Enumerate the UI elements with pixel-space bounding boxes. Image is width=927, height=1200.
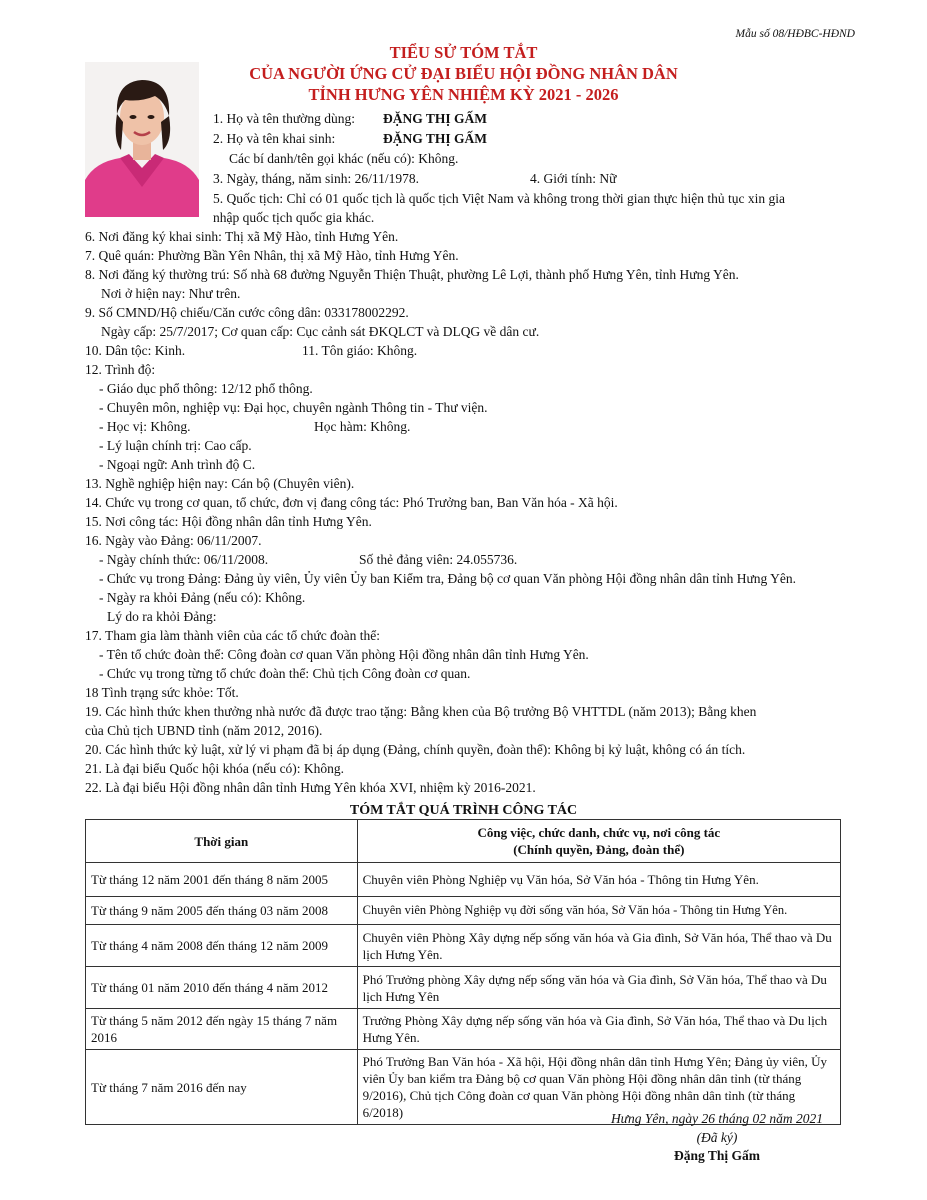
general-education: - Giáo dục phổ thông: 12/12 phổ thông. <box>99 381 313 396</box>
row-work: Chuyên viên Phòng Nghiệp vụ Văn hóa, Sở Văn hóa - Thông tin Hưng Yên. <box>357 863 840 897</box>
birth-registration: 6. Nơi đăng ký khai sinh: Thị xã Mỹ Hào, tỉnh Hưng Yên. <box>85 229 399 244</box>
party-official-date: - Ngày chính thức: 06/11/2008. <box>99 552 269 567</box>
foreign-language: - Ngoại ngữ: Anh trình độ C. <box>99 457 256 472</box>
row-time: Từ tháng 12 năm 2001 đến tháng 8 năm 2005 <box>86 863 358 897</box>
education-heading: 12. Trình độ: <box>85 362 156 377</box>
id-number: 9. Số CMND/Hộ chiếu/Căn cước công dân: 033178002292. <box>85 305 409 320</box>
row-time: Từ tháng 4 năm 2008 đến tháng 12 năm 2009 <box>86 925 358 967</box>
row-work: Phó Trưởng Ban Văn hóa - Xã hội, Hội đồng nhân dân tỉnh Hưng Yên; Đảng ủy viên, Ủy viên Ủy ban kiểm tra Đảng bộ cơ quan Văn phòng Hội đồng nhân dân tỉnh (từ tháng 9/2016), Chủ tịch Công đoàn cơ quan Văn phòng Hội đồng nhân dân tỉnh (từ tháng 6/2018) <box>357 1050 840 1125</box>
current-position: 14. Chức vụ trong cơ quan, tổ chức, đơn vị đang công tác: Phó Trưởng ban, Ban Văn hóa - Xã hội. <box>85 495 618 510</box>
party-leave-date: - Ngày ra khỏi Đảng (nếu có): Không. <box>99 590 306 605</box>
degree: - Học vị: Không. <box>99 419 191 434</box>
column-header-time: Thời gian <box>86 820 358 863</box>
row-time: Từ tháng 5 năm 2012 đến ngày 15 tháng 7 năm 2016 <box>86 1009 358 1050</box>
mass-org-heading: 17. Tham gia làm thành viên của các tổ chức đoàn thể: <box>85 628 380 643</box>
title-line-3: TỈNH HƯNG YÊN NHIỆM KỲ 2021 - 2026 <box>308 85 619 104</box>
permanent-residence: 8. Nơi đăng ký thường trú: Số nhà 68 đường Nguyễn Thiện Thuật, phường Lê Lợi, thành phố Hưng Yên, tỉnh Hưng Yên. <box>85 267 739 282</box>
signature-signed-note: (Đã ký) <box>696 1130 738 1145</box>
academic-title: Học hàm: Không. <box>314 419 411 434</box>
health-status: 18 Tình trạng sức khỏe: Tốt. <box>85 685 239 700</box>
occupation: 13. Nghề nghiệp hiện nay: Cán bộ (Chuyên viên). <box>85 476 355 491</box>
common-name-label: 1. Họ và tên thường dùng: <box>213 111 355 126</box>
table-row <box>86 1009 841 1050</box>
title-line-2: CỦA NGƯỜI ỨNG CỬ ĐẠI BIỂU HỘI ĐỒNG NHÂN DÂN <box>249 64 678 83</box>
row-work: Phó Trưởng phòng Xây dựng nếp sống văn hóa và Gia đình, Sở Văn hóa, Thể thao và Du lịch Hưng Yên <box>357 967 840 1009</box>
national-assembly-delegate: 21. Là đại biểu Quốc hội khóa (nếu có): Không. <box>85 761 345 776</box>
row-time: Từ tháng 9 năm 2005 đến tháng 03 năm 2008 <box>86 897 358 925</box>
gender: 4. Giới tính: Nữ <box>530 171 617 186</box>
workplace: 15. Nơi công tác: Hội đồng nhân dân tỉnh Hưng Yên. <box>85 514 372 529</box>
signature-place-date: Hưng Yên, ngày 26 tháng 02 năm 2021 <box>610 1111 824 1126</box>
row-work: Chuyên viên Phòng Nghiệp vụ đời sống văn hóa, Sở Văn hóa - Thông tin Hưng Yên. <box>357 897 840 925</box>
table-row <box>86 967 841 1009</box>
party-position: - Chức vụ trong Đảng: Đảng ủy viên, Ủy viên Ủy ban Kiểm tra, Đảng bộ cơ quan Văn phòng Hội đồng nhân dân tỉnh Hưng Yên. <box>99 571 797 586</box>
portrait-photo <box>85 62 199 217</box>
title-line-1: TIỂU SỬ TÓM TẮT <box>389 43 538 62</box>
mass-org-position: - Chức vụ trong từng tổ chức đoàn thể: Chủ tịch Công đoàn cơ quan. <box>99 666 471 681</box>
religion: 11. Tôn giáo: Không. <box>302 343 418 358</box>
specialty: - Chuyên môn, nghiệp vụ: Đại học, chuyên ngành Thông tin - Thư viện. <box>99 400 488 415</box>
id-issue: Ngày cấp: 25/7/2017; Cơ quan cấp: Cục cảnh sát ĐKQLCT và DLQG về dân cư. <box>101 324 540 339</box>
awards-line-2: của Chủ tịch UBND tỉnh (năm 2012, 2016). <box>85 723 323 738</box>
common-name: ĐẶNG THỊ GẤM <box>383 111 488 126</box>
career-table-header <box>86 820 841 863</box>
row-time: Từ tháng 7 năm 2016 đến nay <box>86 1050 358 1125</box>
column-header-work-line-2: (Chính quyền, Đảng, đoàn thể) <box>513 842 685 857</box>
birth-name: ĐẶNG THỊ GẤM <box>383 131 488 146</box>
party-join-date: 16. Ngày vào Đảng: 06/11/2007. <box>85 533 262 548</box>
political-theory: - Lý luận chính trị: Cao cấp. <box>99 438 252 453</box>
date-of-birth: 3. Ngày, tháng, năm sinh: 26/11/1978. <box>213 171 419 186</box>
aliases: Các bí danh/tên gọi khác (nếu có): Không. <box>229 151 459 166</box>
awards-line-1: 19. Các hình thức khen thưởng nhà nước đã được trao tặng: Bằng khen của Bộ trưởng Bộ VHTTDL (năm 2013); Bằng khen <box>85 704 757 719</box>
row-work: Trưởng Phòng Xây dựng nếp sống văn hóa và Gia đình, Sở Văn hóa, Thể thao và Du lịch Hưng Yên. <box>357 1009 840 1050</box>
discipline: 20. Các hình thức kỷ luật, xử lý vi phạm đã bị áp dụng (Đảng, chính quyền, đoàn thể): Không bị kỷ luật, không có án tích. <box>85 742 746 757</box>
nationality-line-1: 5. Quốc tịch: Chỉ có 01 quốc tịch là quốc tịch Việt Nam và không trong thời gian thực hiện thủ tục xin gia <box>213 191 786 206</box>
column-header-work <box>357 820 840 863</box>
provincial-council-delegate: 22. Là đại biểu Hội đồng nhân dân tỉnh Hưng Yên khóa XVI, nhiệm kỳ 2016-2021. <box>85 780 536 795</box>
ethnicity: 10. Dân tộc: Kinh. <box>85 343 186 358</box>
signature-name: Đặng Thị Gấm <box>673 1148 761 1163</box>
birth-name-label: 2. Họ và tên khai sinh: <box>213 131 336 146</box>
form-code: Mẫu số 08/HĐBC-HĐND <box>735 28 855 40</box>
party-leave-reason: Lý do ra khỏi Đảng: <box>107 609 217 624</box>
table-row <box>86 863 841 897</box>
party-card-number: Số thẻ đảng viên: 24.055736. <box>359 552 518 567</box>
nationality-line-2: nhập quốc tịch quốc gia khác. <box>213 210 375 225</box>
row-work: Chuyên viên Phòng Xây dựng nếp sống văn hóa và Gia đình, Sở Văn hóa, Thể thao và Du lịch Hưng Yên. <box>357 925 840 967</box>
table-row <box>86 897 841 925</box>
hometown: 7. Quê quán: Phường Bần Yên Nhân, thị xã Mỹ Hào, tỉnh Hưng Yên. <box>85 248 459 263</box>
mass-org-name: - Tên tổ chức đoàn thể: Công đoàn cơ quan Văn phòng Hội đồng nhân dân tỉnh Hưng Yên. <box>99 647 589 662</box>
column-header-work-line-1: Công việc, chức danh, chức vụ, nơi công tác <box>477 825 721 840</box>
table-row <box>86 925 841 967</box>
current-residence: Nơi ở hiện nay: Như trên. <box>101 286 241 301</box>
career-table <box>85 819 841 1125</box>
row-time: Từ tháng 01 năm 2010 đến tháng 4 năm 2012 <box>86 967 358 1009</box>
career-summary-title: TÓM TẮT QUÁ TRÌNH CÔNG TÁC <box>349 803 578 818</box>
